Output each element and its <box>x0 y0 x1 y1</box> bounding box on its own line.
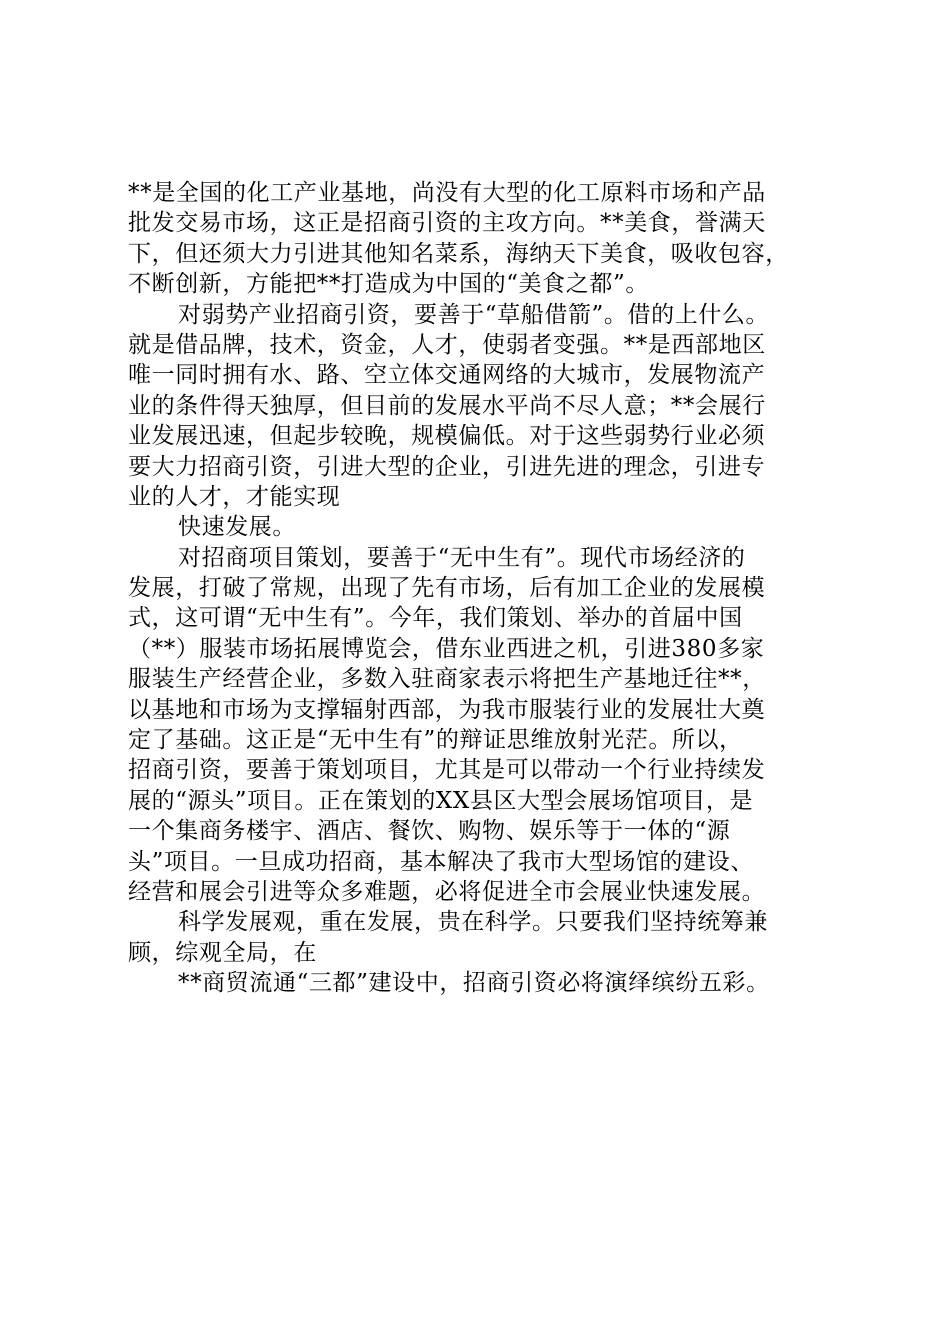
paragraph-5 <box>128 907 840 968</box>
text-line: 对弱势产业招商引资，要善于“草船借箭”。借的上什么。 <box>178 301 770 328</box>
text-line: 唯一同时拥有水、路、空立体交通网络的大城市，发展物流产 <box>128 362 766 389</box>
text-line: 批发交易市场，这正是招商引资的主攻方向。**美食，誉满天 <box>128 210 766 237</box>
text-line: 业发展迅速，但起步较晚，规模偏低。对于这些弱势行业必须 <box>128 423 766 450</box>
text-line: 下，但还须大力引进其他知名菜系，海纳天下美食，吸收包容， <box>128 240 789 267</box>
text-line: 式，这可谓“无中生有”。今年，我们策划、举办的首届中国 <box>128 605 743 632</box>
text-line: 科学发展观，重在发展，贵在科学。只要我们坚持统筹兼 <box>178 909 768 936</box>
text-line: 经营和展会引进等众多难题，必将促进全市会展业快速发展。 <box>128 878 766 905</box>
text-line: 头”项目。一旦成功招商，基本解决了我市大型场馆的建设、 <box>128 848 754 875</box>
text-line: 以基地和市场为支撑辐射西部，为我市服装行业的发展壮大奠 <box>128 696 766 723</box>
paragraph-4 <box>128 543 840 908</box>
text-line: 不断创新，方能把**打造成为中国的“美食之都”。 <box>128 271 649 298</box>
text-line: **是全国的化工产业基地，尚没有大型的化工原料市场和产品 <box>128 180 766 206</box>
text-line: 要大力招商引资，引进大型的企业，引进先进的理念，引进专 <box>128 453 766 480</box>
paragraph-1 <box>128 178 840 300</box>
text-line: 业的人才，才能实现 <box>128 483 341 510</box>
text-line: 发展，打破了常规，出现了先有市场，后有加工企业的发展模 <box>128 575 766 602</box>
paragraph-6 <box>128 968 840 998</box>
text-line: 就是借品牌，技术，资金，人才，使弱者变强。**是西部地区 <box>128 331 766 358</box>
text-line: **商贸流通“三都”建设中，招商引资必将演绎缤纷五彩。 <box>178 970 770 997</box>
text-line: 招商引资，要善于策划项目，尤其是可以带动一个行业持续发 <box>128 757 766 784</box>
paragraph-3 <box>128 512 840 542</box>
text-line: 顾，综观全局，在 <box>128 939 317 966</box>
text-line: 定了基础。这正是“无中生有”的辩证思维放射光茫。所以， <box>128 727 743 754</box>
text-line: 一个集商务楼宇、酒店、餐饮、购物、娱乐等于一体的“源 <box>128 818 731 845</box>
text-line: 对招商项目策划，要善于“无中生有”。现代市场经济的 <box>178 544 746 571</box>
text-line: 展的“源头”项目。正在策划的XX县区大型会展场馆项目，是 <box>128 787 754 814</box>
document-body <box>128 178 840 999</box>
paragraph-2 <box>128 300 840 513</box>
text-line: 快速发展。 <box>178 514 296 541</box>
text-line: 服装生产经营企业，多数入驻商家表示将把生产基地迁往**， <box>128 666 766 693</box>
text-line: 业的条件得天独厚，但目前的发展水平尚不尽人意；**会展行 <box>128 392 766 419</box>
text-line: （**）服装市场拓展博览会，借东业西进之机，引进380多家 <box>128 635 765 662</box>
